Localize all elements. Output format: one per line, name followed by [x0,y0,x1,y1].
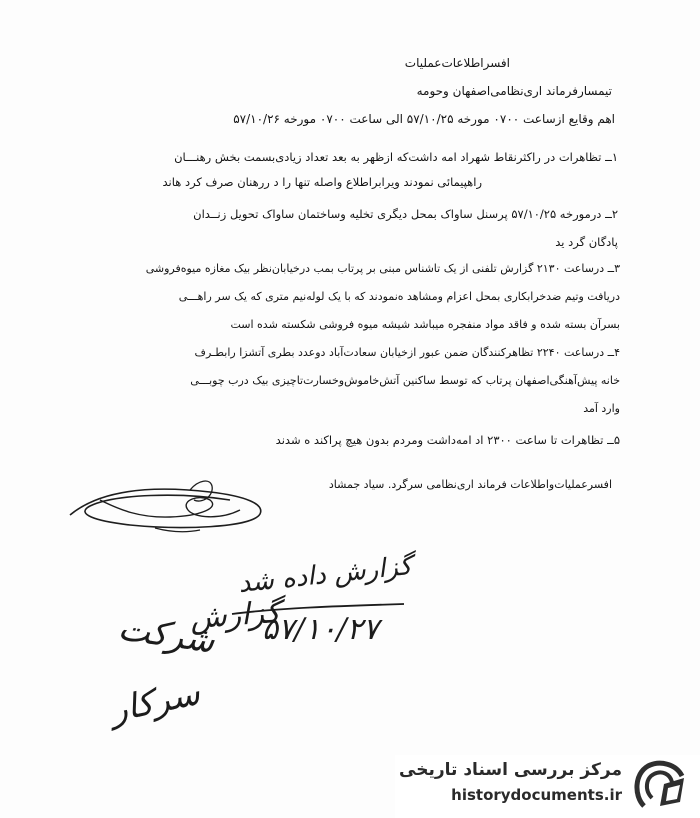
handwritten-margin-note-1: گزارش [188,594,282,637]
handwritten-margin-note-2: شرکت [115,608,218,662]
item-3-line-2: دریافت وتیم ضدخرابکاری بمحل اعزام ومشاهد ه‌نمودند که با یک لوله‌نیم متری که یک سر راهـــی [178,290,620,303]
addressee-line: افسراطلاعات‌عملیات [404,56,510,70]
command-line: تیمسارفرماند اری‌نظامی‌اصفهان وحومه [416,84,612,98]
archive-logo-icon [630,758,688,810]
handwritten-date: ۵۷/۱۰/۲۷ [262,612,379,647]
period-line: اهم وقایع ازساعت ۰۷۰۰ مورخه ۵۷/۱۰/۲۵ الی ساعت ۰۷۰۰ مورخه ۵۷/۱۰/۲۶ [233,112,615,126]
handwritten-margin-note-3: سرکار [106,673,204,731]
item-2-line-1: ۲ــ درمورخه ۵۷/۱۰/۲۵ پرسنل ساواک بمحل دیگری تخلیه وساختمان ساواک تحویل زنــدان [193,207,618,221]
item-4-line-3: وارد آمد [583,402,620,415]
item-5-line-1: ۵ــ تظاهرات تا ساعت ۲۳۰۰ اد امه‌داشت ومردم بدون هیچ پراکند ه شدند [275,433,620,447]
watermark-url: historydocuments.ir [451,786,622,804]
item-4-line-2: خانه پیش‌آهنگی‌اصفهان پرتاب که توسط ساکنین آتش‌خاموش‌وخسارت‌تاچیزی بیک درب چوبـــی [190,374,620,387]
watermark-title: مرکز بررسی اسناد تاریخی [399,760,622,780]
item-2-line-2: پادگان گرد ید [555,235,618,249]
officer-signature-line: افسرعملیات‌واطلاعات فرماند اری‌نظامی سرگرد. سیاد جمشاد [328,478,612,491]
item-1-line-2: راهپیمائی نمودند ویرابراطلاع واصله تنها را د ررهنان صرف کرد هاند [162,175,482,189]
handwritten-note: گزارش داده شد [236,550,414,600]
item-3-line-3: بسرآن بسته شده و فاقد مواد منفجره میباشد شیشه میوه فروشی شکسته شده است [230,318,620,331]
item-1-line-1: ۱ــ تظاهرات در راکثرنقاط شهراد امه داشت‌که ازظهر به بعد تعداد زیادی‌بسمت بخش رهنـــان [174,150,618,164]
item-4-line-1: ۴ــ درساعت ۲۲۴۰ تظاهرکنندگان ضمن عبور ازخیابان سعادت‌آباد دوعدد بطری آتشزا رابطـرف [194,346,620,359]
signature-scribble [60,470,280,540]
item-3-line-1: ۳ــ درساعت ۲۱۳۰ گزارش تلفنی از یک تاشناس مبنی بر پرتاب بمب درخیابان‌نظر بیک مغازه میوه‌فروشی [145,262,620,275]
